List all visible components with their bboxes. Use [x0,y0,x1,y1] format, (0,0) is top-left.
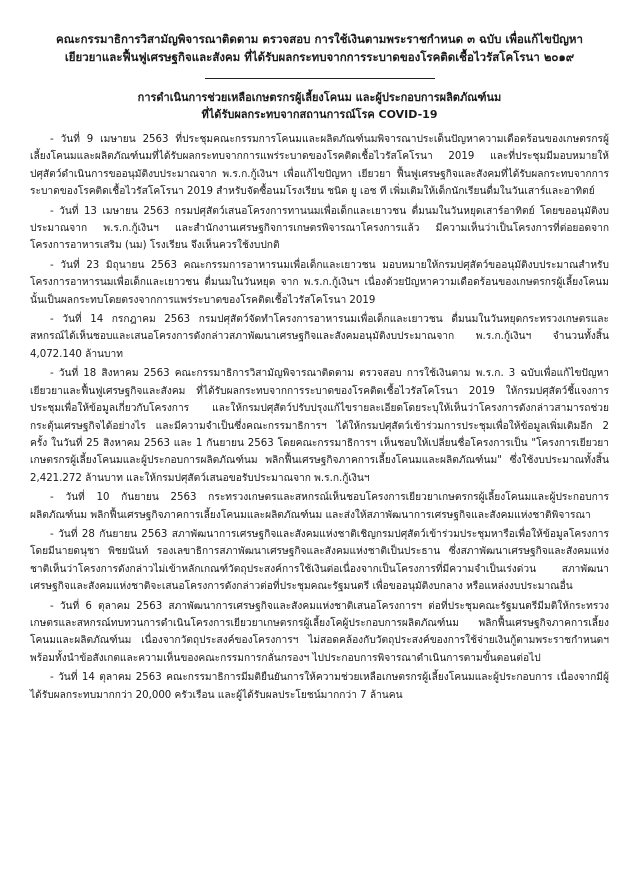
timeline-entry: - วันที่ 13 เมษายน 2563 กรมปศุสัตว์เสนอโครงการทานนมเพื่อเด็กและเยาวชน ดื่มนมในวันหยุดเสาร์อาทิตย์ โดยขออนุมัติงบประมาณจาก พ.ร.ก.กู้เงินฯ และสำนักงานเศรษฐกิจการเกษตรพิจารณาโครงการแล้ว มีความเห็นว่าเป็นโครงการที่ต่อยอดจากโครงการอาหารเสริม (นม) โรงเรียน จึงเห็นควรใช้งบปกติ [30,205,609,252]
timeline-entry: - วันที่ 28 กันยายน 2563 สภาพัฒนาการเศรษฐกิจและสังคมแห่งชาติเชิญกรมปศุสัตว์เข้าร่วมประชุมหารือเพื่อให้ข้อมูลโครงการ โดยมีนายดนุชา พิชยนันท์ รองเลขาธิการสภาพัฒนาเศรษฐกิจและสังคมแห่งชาติเป็นประธาน ซึ่งสภาพัฒนาเศรษฐกิจและสังคมแห่งชาติเห็นว่าโครงการดังกล่าวไม่เข้าหลักเกณฑ์วัตถุประสงค์การใช้เงินต่อเนื่องจากเป็นโครงการที่มีความจำเป็นเร่งด่วน สภาพัฒนาเศรษฐกิจและสังคมแห่งชาติจะเสนอโครงการดังกล่าวต่อที่ประชุมคณะรัฐมนตรี เพื่อขออนุมัติงบกลาง หรือแหล่งงบประมาณอื่น [30,528,609,593]
timeline-entry: - วันที่ 14 ตุลาคม 2563 คณะกรรมาธิการมีมติยืนยันการให้ความช่วยเหลือเกษตรกรผู้เลี้ยงโคนมและผู้ประกอบการ เนื่องจากมีผู้ได้รับผลกระทบมากกว่า 20,000 ครัวเรือน และผู้ได้รับผลประโยชน์มากกว่า 7 ล้านคน [30,672,609,701]
document-title [30,30,609,66]
section-title-line-1: การดำเนินการช่วยเหลือเกษตรกรผู้เลี้ยงโคนม และผู้ประกอบการผลิตภัณฑ์นม [137,91,502,104]
section-title [30,89,609,123]
timeline-entry: - วันที่ 23 มิถุนายน 2563 คณะกรรมการอาหารนมเพื่อเด็กและเยาวชน มอบหมายให้กรมปศุสัตว์ขออนุมัติงบประมาณสำหรับโครงการอาหารนมเพื่อเด็กและเยาวชน ดื่มนมในวันหยุด จาก พ.ร.ก.กู้เงินฯ เนื่องด้วยปัญหาความเดือดร้อนของเกษตรกรผู้เลี้ยงโคนมนั้นเป็นผลกระทบโดยตรงจากการแพร่ระบาดของโรคติดเชื้อไวรัสโคโรนา 2019 [30,259,609,306]
document-title-line-1: คณะกรรมาธิการวิสามัญพิจารณาติดตาม ตรวจสอบ การใช้เงินตามพระราชกำหนด ๓ ฉบับ เพื่อแก้ไขปัญหา [56,32,583,46]
section-title-line-2: ที่ได้รับผลกระทบจากสถานการณ์โรค COVID-19 [201,108,438,121]
timeline-entry: - วันที่ 6 ตุลาคม 2563 สภาพัฒนาการเศรษฐกิจและสังคมแห่งชาติเสนอโครงการฯ ต่อที่ประชุมคณะรัฐมนตรีมีมติให้กระทรวงเกษตรและสหกรณ์ทบทวนการดำเนินโครงการเยียวยาเกษตรกรผู้เลี้ยงโคผู้ประกอบการผลิตภัณฑ์นม พลิกฟื้นเศรษฐกิจภาคการเลี้ยงโคนมและผลิตภัณฑ์นม เนื่องจากวัตถุประสงค์ของโครงการฯ ไม่สอดคล้องกับวัตถุประสงค์ของการใช้จ่ายเงินกู้ตามพระราชกำหนดฯ พร้อมทั้งนำข้อสังเกตและความเห็นของคณะกรรมการกลั่นกรองฯ ไปประกอบการพิจารณาดำเนินการตามขั้นตอนต่อไป [30,600,609,664]
document-title-line-2: เยียวยาและฟื้นฟูเศรษฐกิจและสังคม ที่ได้รับผลกระทบจากการระบาดของโรคติดเชื้อไวรัสโคโรนา ๒๐๑๙ [64,50,575,64]
timeline-entry: - วันที่ 9 เมษายน 2563 ที่ประชุมคณะกรรมการโคนมและผลิตภัณฑ์นมพิจารณาประเด็นปัญหาความเดือดร้อนของเกษตรกรผู้เลี้ยงโคนมและผลิตภัณฑ์นมที่ได้รับผลกระทบจากการแพร่ระบาดของโรคติดเชื้อไวรัสโคโรนา 2019 และที่ประชุมมีมอบหมายให้ปศุสัตว์ดำเนินการขออนุมัติงบประมาณจาก พ.ร.ก.กู้เงินฯ เพื่อแก้ไขปัญหา เยียวยา ฟื้นฟูเศรษฐกิจและสังคมที่ได้รับผลกระทบจากการระบาดของโรคติดเชื้อไวรัสโคโรนา 2019 สำหรับจัดซื้อนมโรงเรียน ชนิด ยู เอช ที เพิ่มเติมให้เด็กนักเรียนดื่มในวันเสาร์และอาทิตย์ [30,134,609,198]
timeline-entry: - วันที่ 18 สิงหาคม 2563 คณะกรรมาธิการวิสามัญพิจารณาติดตาม ตรวจสอบ การใช้เงินตาม พ.ร.ก. 3 ฉบับเพื่อแก้ไขปัญหาเยียวยาและฟื้นฟูเศรษฐกิจและสังคม ที่ได้รับผลกระทบจากการระบาดของโรคติดเชื้อไวรัสโคโรนา 2019 ให้กรมปศุสัตว์ชี้แจงการประชุมเพื่อให้ข้อมูลเกี่ยวกับโครงการ และให้กรมปศุสัตว์ปรับปรุงแก้ไขรายละเอียดโดยระบุให้เห็นว่าโครงการดังกล่าวสามารถช่วยกระตุ้นเศรษฐกิจได้อย่างไร และมีความจำเป็นซึ่งคณะกรรมาธิการฯ ได้ให้กรมปศุสัตว์เข้าร่วมการประชุมเพื่อให้ข้อมูลเพิ่มเติมอีก 2 ครั้ง ในวันที่ 25 สิงหาคม 2563 และ 1 กันยายน 2563 โดยคณะกรรมาธิการฯ เห็นชอบให้เปลี่ยนชื่อโครงการเป็น "โครงการเยียวยาเกษตรกรผู้เลี้ยงโคนมและผู้ประกอบการผลิตภัณฑ์นม พลิกฟื้นเศรษฐกิจภาคการเลี้ยงโคนมและผลิตภัณฑ์นม" ซึ่งใช้งบประมาณทั้งสิ้น 2,421.272 ล้านบาท และให้กรมปศุสัตว์เสนอขอรับประมาณจาก พ.ร.ก.กู้เงินฯ [30,368,609,484]
timeline-entry: - วันที่ 14 กรกฎาคม 2563 กรมปศุสัตว์จัดทำโครงการอาหารนมเพื่อเด็กและเยาวชน ดื่มนมในวันหยุดกระทรวงเกษตรและสหกรณ์ได้เห็นชอบและเสนอโครงการดังกล่าวสภาพัฒนาเศรษฐกิจและสังคมอนุมัติงบประมาณจาก พ.ร.ก.กู้เงินฯ จำนวนทั้งสิ้น 4,072.140 ล้านบาท [30,314,609,360]
timeline-entries [30,131,609,704]
title-divider [205,78,435,79]
timeline-entry: - วันที่ 10 กันยายน 2563 กระทรวงเกษตรและสหกรณ์เห็นชอบโครงการเยียวยาเกษตรกรผู้เลี้ยงโคนมและผู้ประกอบการผลิตภัณฑ์นม พลิกฟื้นเศรษฐกิจภาคการเลี้ยงโคนมและผลิตภัณฑ์นม และส่งให้สภาพัฒนาการเศรษฐกิจและสังคมแห่งชาติพิจารณา [30,492,609,521]
